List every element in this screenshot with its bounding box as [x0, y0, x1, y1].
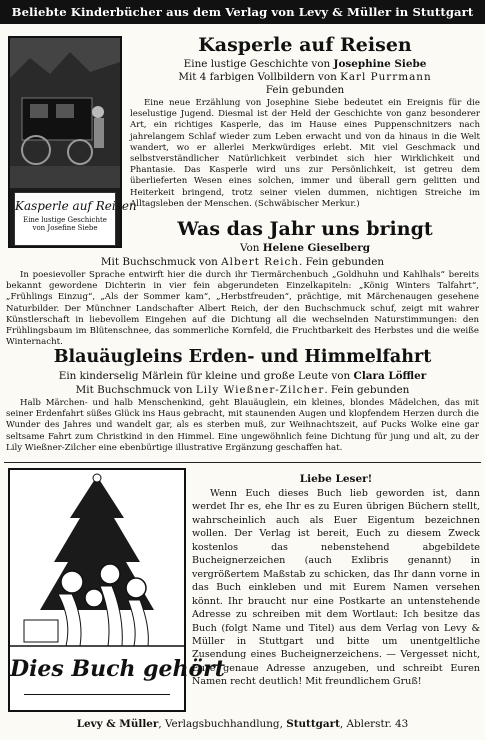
footer-publisher: Levy & Müller — [76, 718, 159, 730]
book3-text: Halb Märchen- und halb Menschenkind, geht Blauäuglein, ein kleines, blondes Mädelchen, das mit seiner Erdenfahrt süßes Glück ins Haus gebracht, mit staunenden Augen und klopfendem Herzen durch die Wunder des Jahres und wandelt gar, als es sterben muß, zur Weihnachtszeit, auf Pucks Wolke eine gar seltsame Fahrt zum Christkind in den Himmel. Eine ungewöhnlich feine Dichtung für jung und alt, zu der Lily Wießner-Zilcher eine ebenbürtige illustrative Ergänzung geschaffen hat. — [6, 398, 479, 453]
book1-artist: Karl Purrmann — [340, 71, 432, 83]
book3-binding: . Fein gebunden — [324, 384, 410, 396]
book3-line2-prefix: Mit Buchschmuck von — [75, 384, 196, 396]
carriage-illustration — [10, 38, 120, 188]
bookplate — [8, 468, 225, 712]
book1-author: Josephine Siebe — [333, 58, 427, 70]
cover-title: Kasperle auf Reisen — [15, 199, 137, 213]
book1-line2 — [130, 71, 480, 83]
cover-author: von Josefine Siebe — [32, 224, 98, 232]
cover-subtitle: Eine lustige Geschichte — [23, 216, 107, 224]
book3-line1 — [4, 370, 481, 382]
book3-author: Clara Löffler — [353, 370, 427, 382]
book1-line1 — [130, 58, 480, 70]
cover-label — [14, 192, 137, 246]
book2-binding: . Fein gebunden — [299, 256, 385, 268]
section-divider — [4, 462, 481, 463]
book1-line1-prefix: Eine lustige Geschichte von — [183, 58, 334, 70]
book1-binding: Fein gebunden — [265, 84, 345, 96]
book1-title: Kasperle auf Reisen — [198, 34, 412, 56]
book3-line2 — [4, 384, 481, 396]
footer-city: Stuttgart — [286, 718, 340, 730]
bookplate-caption: Dies Buch gehört — [10, 656, 225, 682]
book1-review-source: (Schwäbischer Merkur.) — [254, 198, 360, 209]
book3-line1-prefix: Ein kinderselig Märlein für kleine und große Leute von — [58, 370, 354, 382]
footer-address: , Ablerstr. 43 — [339, 718, 409, 730]
footer — [4, 718, 481, 730]
book1-line2-prefix: Mit 4 farbigen Vollbildern von — [178, 71, 341, 83]
book2-line2-prefix: Mit Buchschmuck von — [100, 256, 222, 268]
book3-artist: Lily Wießner-Zilcher — [195, 384, 325, 396]
book2-line2 — [4, 256, 481, 268]
book1-review — [130, 98, 480, 210]
book1-review-text: Eine neue Erzählung von Josephine Siebe bedeutet ein Ereignis für die leselustige Jugend. Diesmal ist der Held der Geschichte von ganz besonderer Art, ein richtiges Kasperle, das im Hause eines Puppenschnitzers nach jahrelangem Schlaf wieder zum Leben erwacht und von da hinaus in die Welt wandert, wo er allerlei Merkwürdiges erlebt. Mit viel Geschmack und selbstverständlicher Natürlichkeit verbindet sich hier Wirklichkeit und Phantasie. Das Kasperle wird uns zur Persönlichkeit, ist getreu dem überlieferten Wesen eines solchen, immer und überall gern gelitten und Heiterkeit bringend, trotz seiner vielen dummen, nichtigen Streiche im Alltagsleben der Menschen. — [130, 98, 480, 209]
book3-title: Blauäugleins Erden- und Himmelfahrt — [53, 347, 432, 367]
book2-text: In poesievoller Sprache entwirft hier die durch ihr Tiermärchenbuch „Goldhuhn und Kahlhals“ bereits bekannt gewordene Dichterin in vier fein abgerundeten Einzelkapiteln: „König Winters Talfahrt“, „Frühlings Einzug“, „Als der Sommer kam“, „Herbstfreuden“, prächtige, mit Märchenaugen gesehene Naturbilder. Der Münchner Landschafter Albert Reich, der den Buchschmuck schuf, zeigt mit wahrer Künstlerschaft in liebevollem Eingehen auf die Dichtung all die wechselnden Naturstimmungen: den Frühlingsbaum im Blütenschnee, das sommerliche Kornfeld, die Fruchtbarkeit des Herbstes und die weiße Winternacht. — [6, 270, 479, 348]
footer-middle: , Verlagsbuchhandlung, — [158, 718, 287, 730]
book2-artist: Albert Reich — [221, 256, 300, 268]
book2-author-prefix: Von — [239, 242, 263, 254]
bookplate-name-line — [24, 694, 170, 695]
book2-title: Was das Jahr uns bringt — [177, 218, 433, 240]
book1-cover — [8, 36, 137, 248]
christmas-tree-illustration — [10, 470, 184, 650]
book2-line1 — [130, 242, 480, 254]
letter-salutation: Liebe Leser! — [299, 473, 373, 485]
book2-author: Helene Gieselberg — [262, 242, 371, 254]
page-header: Beliebte Kinderbücher aus dem Verlag von Levy & Müller in Stuttgart — [0, 0, 485, 24]
letter-body: Wenn Euch dieses Buch lieb geworden ist, dann werdet Ihr es, ehe Ihr es zu Euren übrigen Büchern stellt, wahrscheinlich auch als Euer Eigentum bezeichnen wollen. Der Verlag ist bereit, Euch zu diesem Zweck kostenlos das nebenstehend abgebildete Bucheignerzeichen (auch Exlibris genannt) in vergrößertem Maßstab zu schicken, das Ihr dann vorne in das Buch einkleben und mit Eurem Namen versehen könnt. Ihr braucht nur eine Postkarte an untenstehende Adresse zu schreiben mit dem Wortlaut: Ich besitze das Buch (folgt Name und Titel) aus dem Verlag von Levy & Müller in Stuttgart und bitte um unentgeltliche Zusendung eines Bucheignerzeichens. — Vergesset nicht, Eure genaue Adresse anzugeben, und schreibt Euren Namen recht deutlich! Mit freundlichem Gruß! — [192, 488, 480, 688]
